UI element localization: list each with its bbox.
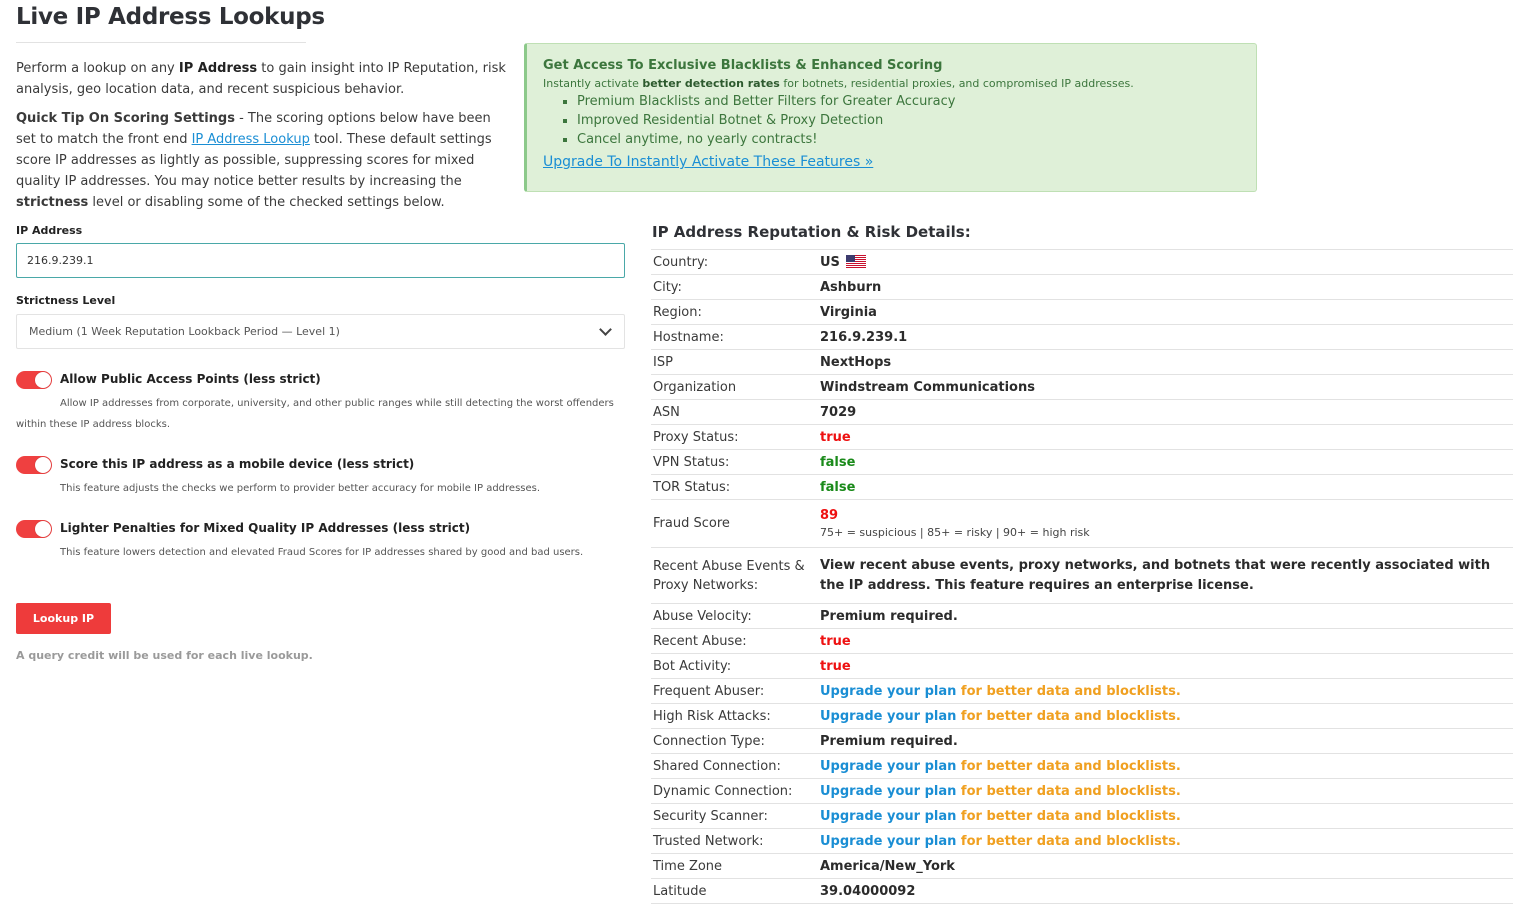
detail-row-frequent-abuser: Frequent Abuser: Upgrade your plan for better data and blocklists. [651, 679, 1513, 704]
ip-lookup-link[interactable]: IP Address Lookup [191, 132, 310, 147]
strictness-select[interactable] [16, 314, 625, 349]
detail-row-country: Country: US [651, 250, 1513, 275]
detail-row-vpn-status: VPN Status: false [651, 450, 1513, 475]
toggle-description: Allow IP addresses from corporate, university, and other public ranges while still detecting the worst offenders within these IP address blocks. [16, 398, 614, 430]
toggle-title: Score this IP address as a mobile device (less strict) [60, 457, 415, 471]
upgrade-plan-link[interactable]: Upgrade your plan [820, 708, 957, 724]
detail-row-region: Region: Virginia [651, 300, 1513, 325]
promo-feature-item: ▪ Cancel anytime, no yearly contracts! [577, 130, 1240, 149]
upgrade-plan-link[interactable]: Upgrade your plan [820, 833, 957, 849]
detail-row-recent-abuse: Recent Abuse: true [651, 629, 1513, 654]
detail-row-recent-abuse-events: Recent Abuse Events & Proxy Networks: View recent abuse events, proxy networks, and botnets that were recently associated with the IP address. This feature requires an enterprise license. [651, 548, 1513, 604]
detail-row-bot-activity: Bot Activity: true [651, 654, 1513, 679]
details-table [651, 249, 1513, 904]
strictness-label: Strictness Level [16, 294, 116, 307]
intro-text: Perform a lookup on any IP Address to gain insight into IP Reputation, risk analysis, geo location data, and recent suspicious behavior. [16, 61, 506, 97]
chevron-down-icon [599, 323, 612, 336]
upgrade-plan-link[interactable]: Upgrade your plan [820, 808, 957, 824]
detail-row-tor-status: TOR Status: false [651, 475, 1513, 500]
toggle-description: This feature lowers detection and elevated Fraud Scores for IP addresses shared by good and bad users. [60, 547, 584, 558]
strictness-selected-value: Medium (1 Week Reputation Lookback Period — Level 1) [29, 325, 340, 338]
title-divider [16, 42, 306, 43]
upgrade-features-link[interactable]: Upgrade To Instantly Activate These Features » [543, 154, 874, 170]
promo-feature-item: ▪ Improved Residential Botnet & Proxy Detection [577, 111, 1240, 130]
detail-row-proxy-status: Proxy Status: true [651, 425, 1513, 450]
detail-row-abuse-velocity: Abuse Velocity: Premium required. [651, 604, 1513, 629]
toggle-description: This feature adjusts the checks we perform to provider better accuracy for mobile IP addresses. [60, 483, 541, 494]
lookup-ip-button[interactable]: Lookup IP [16, 603, 111, 634]
fraud-score-value: 89 [820, 508, 839, 523]
detail-row-organization: Organization Windstream Communications [651, 375, 1513, 400]
page-title: Live IP Address Lookups [16, 4, 325, 30]
upgrade-promo-box [524, 43, 1257, 192]
detail-row-high-risk-attacks: High Risk Attacks: Upgrade your plan for better data and blocklists. [651, 704, 1513, 729]
fraud-score-legend: 75+ = suspicious | 85+ = risky | 90+ = high risk [820, 526, 1090, 539]
promo-feature-item: ▪ Premium Blacklists and Better Filters for Greater Accuracy [577, 92, 1240, 111]
detail-row-fraud-score: Fraud Score 89 75+ = suspicious | 85+ = risky | 90+ = high risk [651, 500, 1513, 548]
promo-feature-list [543, 92, 1240, 149]
detail-row-asn: ASN 7029 [651, 400, 1513, 425]
promo-subtitle: Instantly activate better detection rates for botnets, residential proxies, and compromised IP addresses. [543, 77, 1134, 90]
detail-row-hostname: Hostname: 216.9.239.1 [651, 325, 1513, 350]
detail-row-shared-connection: Shared Connection: Upgrade your plan for better data and blocklists. [651, 754, 1513, 779]
mobile-device-toggle[interactable] [16, 456, 52, 474]
toggle-title: Lighter Penalties for Mixed Quality IP Addresses (less strict) [60, 521, 471, 535]
lighter-penalties-toggle[interactable] [16, 520, 52, 538]
detail-row-trusted-network: Trusted Network: Upgrade your plan for better data and blocklists. [651, 829, 1513, 854]
details-title: IP Address Reputation & Risk Details: [652, 223, 971, 241]
detail-row-security-scanner: Security Scanner: Upgrade your plan for better data and blocklists. [651, 804, 1513, 829]
upgrade-plan-link[interactable]: Upgrade your plan [820, 783, 957, 799]
ip-address-input[interactable] [16, 243, 625, 278]
public-access-toggle[interactable] [16, 371, 52, 389]
ip-address-label: IP Address [16, 224, 83, 237]
query-credit-note: A query credit will be used for each live lookup. [16, 649, 313, 662]
toggle-title: Allow Public Access Points (less strict) [60, 372, 321, 386]
us-flag-icon [846, 255, 866, 268]
scoring-tip: Quick Tip On Scoring Settings - The scoring options below have been set to match the front end IP Address Lookup tool. These default settings score IP addresses as lightly as possible, suppressing scores for mixed quality IP addresses. You may notice better results by increasing the strictness level or disabling some of the checked settings below. [16, 111, 492, 210]
detail-row-city: City: Ashburn [651, 275, 1513, 300]
detail-row-connection-type: Connection Type: Premium required. [651, 729, 1513, 754]
upgrade-plan-link[interactable]: Upgrade your plan [820, 758, 957, 774]
detail-row-latitude: Latitude 39.04000092 [651, 879, 1513, 904]
promo-title: Get Access To Exclusive Blacklists & Enhanced Scoring [543, 58, 943, 73]
upgrade-plan-link[interactable]: Upgrade your plan [820, 683, 957, 699]
detail-row-isp: ISP NextHops [651, 350, 1513, 375]
detail-row-time-zone: Time Zone America/New_York [651, 854, 1513, 879]
detail-row-dynamic-connection: Dynamic Connection: Upgrade your plan for better data and blocklists. [651, 779, 1513, 804]
